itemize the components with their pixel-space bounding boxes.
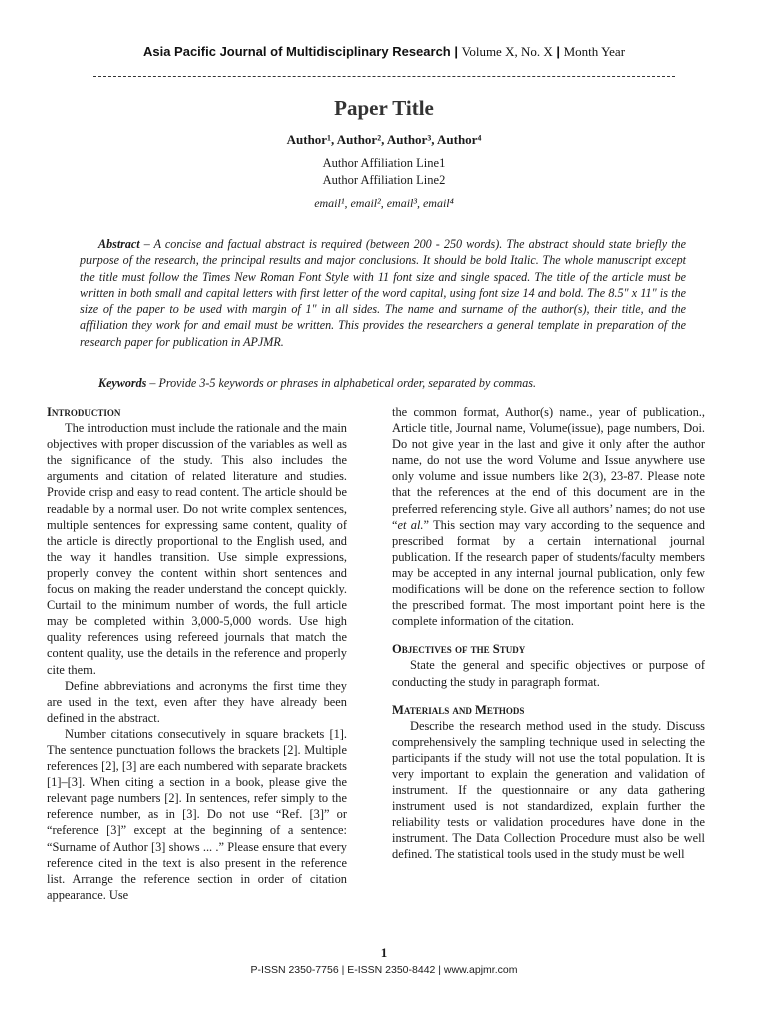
- affiliation-line: Author Affiliation Line2: [322, 173, 446, 187]
- journal-name: Asia Pacific Journal of Multidisciplinary Research: [142, 44, 451, 59]
- keywords: [80, 376, 686, 391]
- left-column: [47, 404, 347, 903]
- page-number: 1: [380, 945, 388, 960]
- author-emails: email¹, email², email³, email⁴: [314, 196, 454, 210]
- paper-title: Paper Title: [334, 96, 434, 120]
- abstract-text: A concise and factual abstract is required (between 200 - 250 words). The abstract should state briefly the purpose of the research, the principal results and major conclusions. It should be bold Italic. The whole manuscript except the title must follow the Times New Roman Font Style with 11 font size and single spaced. The title of the article must be written in both small and capital letters with first letter of the word capital, using font size 14 and bold. The 8.5" x 11" is the size of the paper to be used with margin of 1" in all sides. The name and surname of the author(s), their title, and the affiliation they work for and email must be written. This provides the researchers a general template in preparation of the research paper for publication in APJMR.: [80, 237, 686, 349]
- body-paragraph: Number citations consecutively in square brackets [1]. The sentence punctuation follows the brackets [2]. Multiple references [2], [3] are each numbered with separate brackets [1]–[3]. When citing a section in a book, please give the relevant page numbers [2]. In sentences, refer simply to the reference number, as in [3]. Do not use “Ref. [3]” or “reference [3]” except at the beginning of a sentence: “Surname of Author [3] shows ... .” Please ensure that every reference cited in the text is also present in the reference list. Arrange the reference section in order of citation appearance. Use: [47, 726, 347, 902]
- affiliation-line: Author Affiliation Line1: [322, 156, 446, 170]
- body-paragraph: Describe the research method used in the study. Discuss comprehensively the sampling technique used in selecting the participants if the study will not use the total population. It is very important to explain the generation and validation of instrument. If the questionnaire or any data gathering instrument used is not standardized, explain further the reliability tests or validation procedures have done in the instrument. The Data Collection Procedure must also be well defined. The statistical tools used in the study must be well: [392, 718, 705, 862]
- abstract: [80, 236, 686, 350]
- body-paragraph: The introduction must include the rationale and the main objectives with proper discussion of the variables as well as the significance of the study. This also includes the arguments and citation of related literature and studies. Provide crisp and easy to read content. The article should be readable by a normal user. Do not write complex sentences, multiple sentences for expressing same content, quality of the article is directly proportional to the English used, and the way it handles transition. Use simple expressions, properly convey the content within short sentences and focus on making the reader understand the concept quickly. Curtail to the minimum number of words, the full article may be completed within 3,000-5,000 words. Use high quality references using refereed journals that match the content quality, use the details in the reference and properly cite them.: [47, 421, 347, 677]
- body-paragraph-continued: [392, 404, 705, 629]
- continuation-text: the common format, Author(s) name., year of publication., Article title, Journal name, Volume(issue), page numbers, Doi. Do not give year in the last and give it only after the author name, do not use the word Volume and Issue anywhere use only volume and issue numbers like 2(3), 23-87. Please note that the references at the end of this document are in the preferred referencing style. Give all authors’ names; do not use “: [392, 405, 705, 532]
- continuation-text: ” This section may vary according to the sequence and prescribed format by a certain international journal publication. If the research paper of students/faculty members may be accepted in any internal journal publication, only few modifications will be done on the reference section to follow the prescribed format. The most important point here is the complete information of the citation.: [392, 517, 705, 629]
- section-heading-methods: Materials and Methods: [392, 702, 525, 717]
- journal-date: Month Year: [563, 44, 626, 59]
- section-heading-objectives: Objectives of the Study: [392, 642, 526, 657]
- section-heading-introduction: Introduction: [47, 405, 121, 419]
- body-paragraph: Define abbreviations and acronyms the first time they are used in the text, even after they have already been defined in the abstract.: [47, 678, 347, 725]
- keywords-text: Provide 3-5 keywords or phrases in alphabetical order, separated by commas.: [158, 376, 537, 390]
- abstract-dash: –: [139, 237, 154, 251]
- journal-volume: Volume X, No. X: [461, 44, 553, 59]
- header-divider: [93, 76, 675, 77]
- page-footer: P-ISSN 2350-7756 | E-ISSN 2350-8442 | www.apjmr.com: [250, 964, 518, 976]
- body-paragraph: State the general and specific objectives or purpose of conducting the study in paragraph format.: [392, 658, 705, 689]
- header-separator: |: [552, 44, 564, 59]
- journal-header: [0, 44, 768, 60]
- abstract-label: Abstract: [98, 237, 140, 251]
- affiliations: [0, 155, 768, 189]
- keywords-label: Keywords: [98, 376, 147, 390]
- author-list: Author¹, Author², Author³, Author⁴: [286, 132, 482, 147]
- header-separator: |: [450, 44, 462, 59]
- et-al-text: et al.: [397, 517, 424, 532]
- right-column: [392, 404, 705, 863]
- keywords-dash: –: [146, 376, 159, 390]
